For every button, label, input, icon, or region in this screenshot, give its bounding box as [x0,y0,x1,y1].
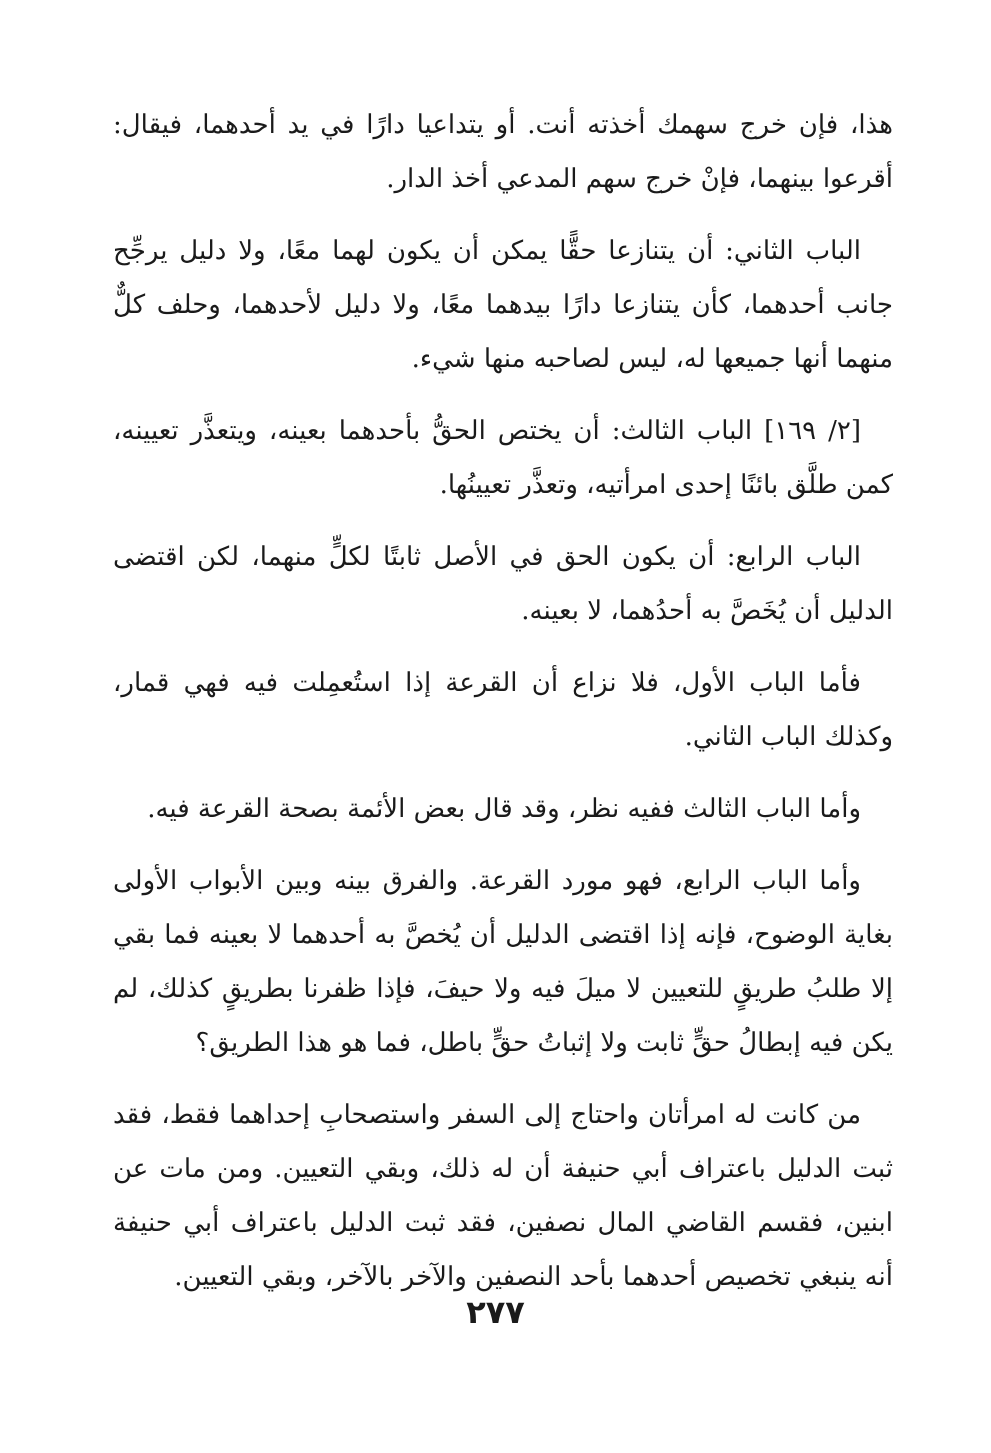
paragraph-4: الباب الرابع: أن يكون الحق في الأصل ثابتًا لكلٍّ منهما، لكن اقتضى الدليل أن يُخَصَّ به أحدُهما، لا بعينه. [113,542,893,626]
paragraph-7: وأما الباب الرابع، فهو مورد القرعة. والفرق بينه وبين الأبواب الأولى بغاية الوضوح، فإنه إذا اقتضى الدليل أن يُخصَّ به أحدهما لا بعينه فما بقي إلا طلبُ طريقٍ للتعيين لا ميلَ فيه ولا حيفَ، فإذا ظفرنا بطريقٍ كذلك، لم يكن فيه إبطالُ حقٍّ ثابت ولا إثباتُ حقٍّ باطل، فما هو هذا الطريق؟ [113,866,893,1058]
paragraph-5: فأما الباب الأول، فلا نزاع أن القرعة إذا استُعمِلت فيه فهي قمار، وكذلك الباب الثاني. [113,668,893,752]
paragraph-2: الباب الثاني: أن يتنازعا حقًّا يمكن أن يكون لهما معًا، ولا دليل يرجِّح جانب أحدهما، كأن يتنازعا دارًا بيدهما معًا، ولا دليل لأحدهما، وحلف كلٌّ منهما أنها جميعها له، ليس لصاحبه منها شيء. [113,236,893,374]
body-text [113,98,893,1322]
paragraph-3: [٢/ ١٦٩] الباب الثالث: أن يختص الحقُّ بأحدهما بعينه، ويتعذَّر تعيينه، كمن طلَّق بائنًا إحدى امرأتيه، وتعذَّر تعيينُها. [113,416,893,500]
page-number: ٢٧٧ [466,1293,525,1331]
paragraph-1: هذا، فإن خرج سهمك أخذته أنت. أو يتداعيا دارًا في يد أحدهما، فيقال: أقرعوا بينهما، فإنْ خرج سهم المدعي أخذ الدار. [113,110,893,194]
paragraph-6: وأما الباب الثالث ففيه نظر، وقد قال بعض الأئمة بصحة القرعة فيه. [147,794,861,824]
paragraph-8: من كانت له امرأتان واحتاج إلى السفر واستصحابِ إحداهما فقط، فقد ثبت الدليل باعتراف أبي حنيفة أن له ذلك، وبقي التعيين. ومن مات عن ابنين، فقسم القاضي المال نصفين، فقد ثبت الدليل باعتراف أبي حنيفة أنه ينبغي تخصيص أحدهما بأحد النصفين والآخر بالآخر، وبقي التعيين. [113,1100,893,1292]
